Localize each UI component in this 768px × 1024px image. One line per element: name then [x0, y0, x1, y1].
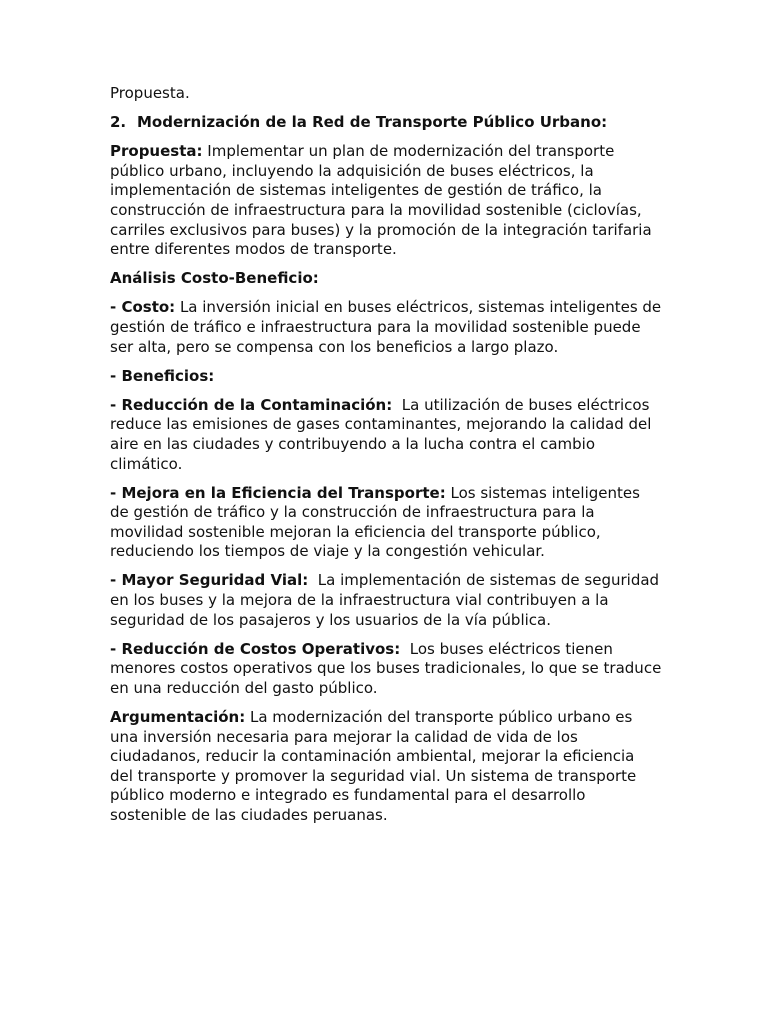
benefit-paragraph	[110, 396, 662, 474]
section-title: Modernización de la Red de Transporte Público Urbano:	[137, 113, 608, 132]
section-number: 2.	[110, 113, 127, 132]
benefit-label: - Mayor Seguridad Vial:	[110, 571, 309, 590]
benefit-text: Los buses eléctricos tienen menores costos operativos que los buses tradicionales, lo que se traduce en una reducción del gasto público.	[110, 639, 667, 697]
section-heading	[110, 113, 662, 133]
cost-label: - Costo:	[110, 298, 176, 317]
argument-text: La modernización del transporte público urbano es una inversión necesaria para mejorar la calidad de vida de los ciudadanos, reducir la contaminación ambiental, mejorar la eficiencia del transporte y promover la seguridad vial. Un sistema de transporte público moderno e integrado es fundamental para el desarrollo sostenible de las ciudades peruanas.	[110, 708, 637, 824]
document-page	[110, 84, 667, 835]
analysis-heading	[110, 269, 662, 289]
benefit-text: La utilización de buses eléctricos reduce las emisiones de gases contaminantes, mejorando la calidad del aire en las ciudades y contribuyendo a la lucha contra el cambio climático.	[110, 395, 657, 473]
cost-paragraph	[110, 298, 662, 357]
proposal-label: Propuesta:	[110, 142, 203, 161]
benefits-heading-label: - Beneficios:	[110, 366, 215, 385]
benefits-heading	[110, 367, 662, 387]
benefit-paragraph	[110, 639, 667, 699]
benefit-paragraph	[110, 571, 662, 630]
intro-line: Propuesta.	[110, 84, 190, 102]
benefit-text: Los sistemas inteligentes de gestión de tráfico y la construcción de infraestructura para la movilidad sostenible mejoran la eficiencia del transporte público, reduciendo los tiempos de viaje y la congestión vehicular.	[110, 483, 640, 561]
proposal-text: Implementar un plan de modernización del transporte público urbano, incluyendo la adquisición de buses eléctricos, la implementación de sistemas inteligentes de gestión de tráfico, la construcción de infraestructura para la movilidad sostenible (ciclovías, carriles exclusivos para buses) y la promoción de la integración tarifaria entre diferentes modos de transporte.	[110, 142, 652, 259]
analysis-heading-label: Análisis Costo-Beneficio:	[110, 269, 319, 288]
benefit-label: - Reducción de Costos Operativos:	[110, 639, 401, 658]
cost-text: La inversión inicial en buses eléctricos, sistemas inteligentes de gestión de tráfico e infraestructura para la movilidad sostenible puede ser alta, pero se compensa con los beneficios a largo plazo.	[110, 298, 662, 356]
benefit-label: - Reducción de la Contaminación:	[110, 395, 393, 414]
argument-paragraph	[110, 708, 662, 826]
proposal-paragraph	[110, 142, 662, 260]
benefit-text: La implementación de sistemas de seguridad en los buses y la mejora de la infraestructura vial contribuyen a la seguridad de los pasajeros y los usuarios de la vía pública.	[110, 571, 664, 629]
benefit-label: - Mejora en la Eficiencia del Transporte:	[110, 483, 446, 502]
argument-label: Argumentación:	[110, 708, 246, 727]
benefit-paragraph	[110, 484, 662, 562]
